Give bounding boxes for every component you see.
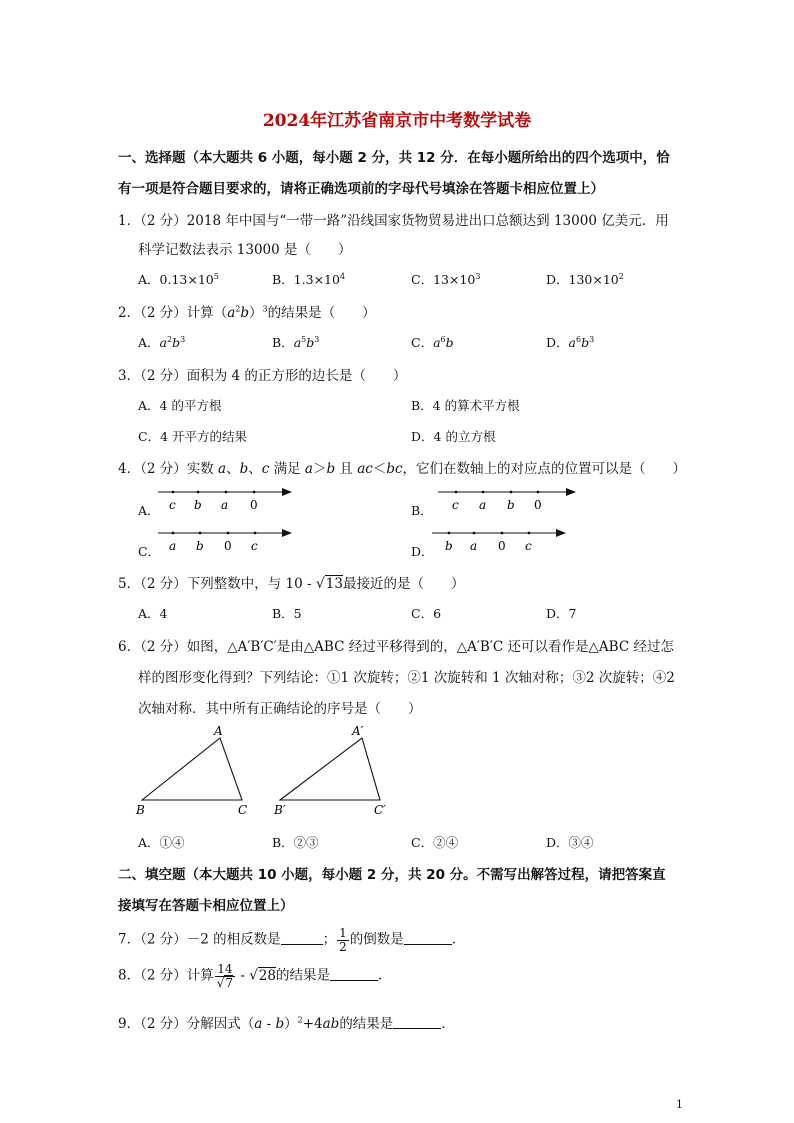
triangle-abc-prime xyxy=(280,738,380,800)
q2-option-d[interactable]: D．$a^6b^3$ xyxy=(546,334,595,350)
q4c-point-1: a xyxy=(169,539,177,553)
section-1-heading-line-1: 一、选择题（本大题共 6 小题，每小题 2 分，共 12 分．在每小题所给出的四个选项中，恰 xyxy=(118,150,670,166)
q7-blank-1[interactable] xyxy=(281,943,323,945)
label-a-prime: A′ xyxy=(352,724,364,738)
section-2-heading-line-1: 二、填空题（本大题共 10 小题，每小题 2 分，共 20 分。不需写出解答过程，请把答案直 xyxy=(118,867,666,883)
question-9: 9．（2 分）分解因式（a - b）$^2$+4ab的结果是 ． xyxy=(118,1015,455,1032)
section-1-heading-line-2: 有一项是符合题目要求的，请将正确选项前的字母代号填涂在答题卡相应位置上） xyxy=(118,181,604,197)
q4-number-line-c xyxy=(158,525,298,559)
label-c: C xyxy=(238,803,248,817)
q4-number-line-a xyxy=(158,484,298,518)
q1-option-d[interactable]: D．$130\times 10^2$ xyxy=(546,271,624,287)
q5-option-b[interactable]: B．5 xyxy=(272,606,302,621)
fraction-one-half: $\frac{1}{2}$ xyxy=(339,926,347,954)
q6-option-c[interactable]: C．②④ xyxy=(411,835,459,850)
question-6-line-1: 6．（2 分）如图，△A′B′C′是由△ABC 经过平移得到的，△A′B′C 还可以看作是△ABC 经过怎 xyxy=(118,639,674,655)
question-3-stem: 3．（2 分）面积为 4 的正方形的边长是（ ） xyxy=(118,368,407,384)
q5-option-a[interactable]: A．4 xyxy=(138,606,168,621)
q4a-point-2: b xyxy=(194,498,202,512)
question-1-line-1: 1．（2 分）2018 年中国与“一带一路”沿线国家货物贸易进出口总额达到 13000 亿美元．用 xyxy=(118,213,669,229)
question-5-stem: 5．（2 分）下列整数中，与 10 - √13最接近的是（ ） xyxy=(118,576,465,592)
q4-option-a[interactable]: A． xyxy=(138,503,160,518)
q4b-point-4: 0 xyxy=(534,498,542,512)
q4b-point-3: b xyxy=(507,498,515,512)
q3-option-d[interactable]: D．4 的立方根 xyxy=(411,429,496,444)
q4d-point-2: a xyxy=(470,539,478,553)
q4d-point-1: b xyxy=(445,539,453,553)
q1-option-a[interactable]: A．$0.13\times 10^5$ xyxy=(138,271,219,287)
q4a-point-4: 0 xyxy=(250,498,258,512)
q2-option-b[interactable]: B．$a^5b^3$ xyxy=(272,334,320,350)
q8-blank[interactable] xyxy=(330,979,378,981)
label-b: B xyxy=(136,803,145,817)
q4a-point-3: a xyxy=(221,498,229,512)
question-7: 7．（2 分）－2 的相反数是 ； $\frac{1}{2}$ 的倒数是 ． xyxy=(118,926,466,954)
q4c-point-3: 0 xyxy=(224,539,232,553)
label-b-prime: B′ xyxy=(274,803,286,817)
q4-option-c[interactable]: C． xyxy=(138,544,161,559)
q3-option-b[interactable]: B．4 的算术平方根 xyxy=(411,398,520,413)
question-6-line-3: 次轴对称．其中所有正确结论的序号是（ ） xyxy=(138,701,422,717)
page-number: 1 xyxy=(676,1098,683,1111)
q4-number-line-d xyxy=(432,525,572,559)
question-2-stem: 2．（2 分）计算$(a^2b)^3$的结果是（ ） xyxy=(118,304,376,321)
q4-option-d[interactable]: D． xyxy=(411,544,434,559)
question-6-line-2: 样的图形变化得到？下列结论：①1 次旋转；②1 次旋转和 1 次轴对称；③2 次旋转；④2 xyxy=(138,670,675,686)
q6-triangles-figure xyxy=(130,722,410,822)
q6-option-a[interactable]: A．①④ xyxy=(138,835,185,850)
q4-number-line-b xyxy=(438,484,582,518)
q4c-point-2: b xyxy=(196,539,204,553)
q4d-point-3: 0 xyxy=(498,539,506,553)
fraction-14-over-root-7: $\frac{14}{√7}$ xyxy=(216,962,234,990)
q4b-point-2: a xyxy=(479,498,487,512)
q6-option-b[interactable]: B．②③ xyxy=(272,835,319,850)
q7-blank-2[interactable] xyxy=(404,943,452,945)
q4c-point-4: c xyxy=(251,539,258,553)
q2-option-a[interactable]: A．$a^2b^3$ xyxy=(138,334,186,350)
q3-option-a[interactable]: A．4 的平方根 xyxy=(138,398,222,413)
q1-option-b[interactable]: B．$1.3\times 10^4$ xyxy=(272,271,346,287)
label-c-prime: C′ xyxy=(374,803,386,817)
question-8: 8．（2 分）计算 $\frac{14}{√7}$ - √28的结果是 ． xyxy=(118,962,392,990)
section-2-heading-line-2: 接填写在答题卡相应位置上） xyxy=(118,898,294,914)
q5-option-d[interactable]: D．7 xyxy=(546,606,577,621)
q5-option-c[interactable]: C．6 xyxy=(411,606,442,621)
question-1-line-2: 科学记数法表示 13000 是（ ） xyxy=(138,242,352,258)
q6-option-d[interactable]: D．③④ xyxy=(546,835,594,850)
question-4-stem: 4．（2 分）实数 a、b、c 满足 a＞b 且 ac＜bc，它们在数轴上的对应点的位置可以是（ ） xyxy=(118,461,687,477)
label-a: A xyxy=(214,724,223,738)
q4-option-b[interactable]: B． xyxy=(411,503,433,518)
q9-blank[interactable] xyxy=(393,1027,441,1029)
q3-option-c[interactable]: C．4 开平方的结果 xyxy=(138,429,247,444)
q4b-point-1: c xyxy=(452,498,459,512)
triangle-abc xyxy=(142,738,242,800)
q2-option-c[interactable]: C．$a^6b$ xyxy=(411,334,454,350)
q1-option-c[interactable]: C．$13\times 10^3$ xyxy=(411,271,481,287)
q4d-point-4: c xyxy=(525,539,532,553)
q4a-point-1: c xyxy=(169,498,176,512)
page-title: 2024年江苏省南京市中考数学试卷 xyxy=(262,111,532,131)
